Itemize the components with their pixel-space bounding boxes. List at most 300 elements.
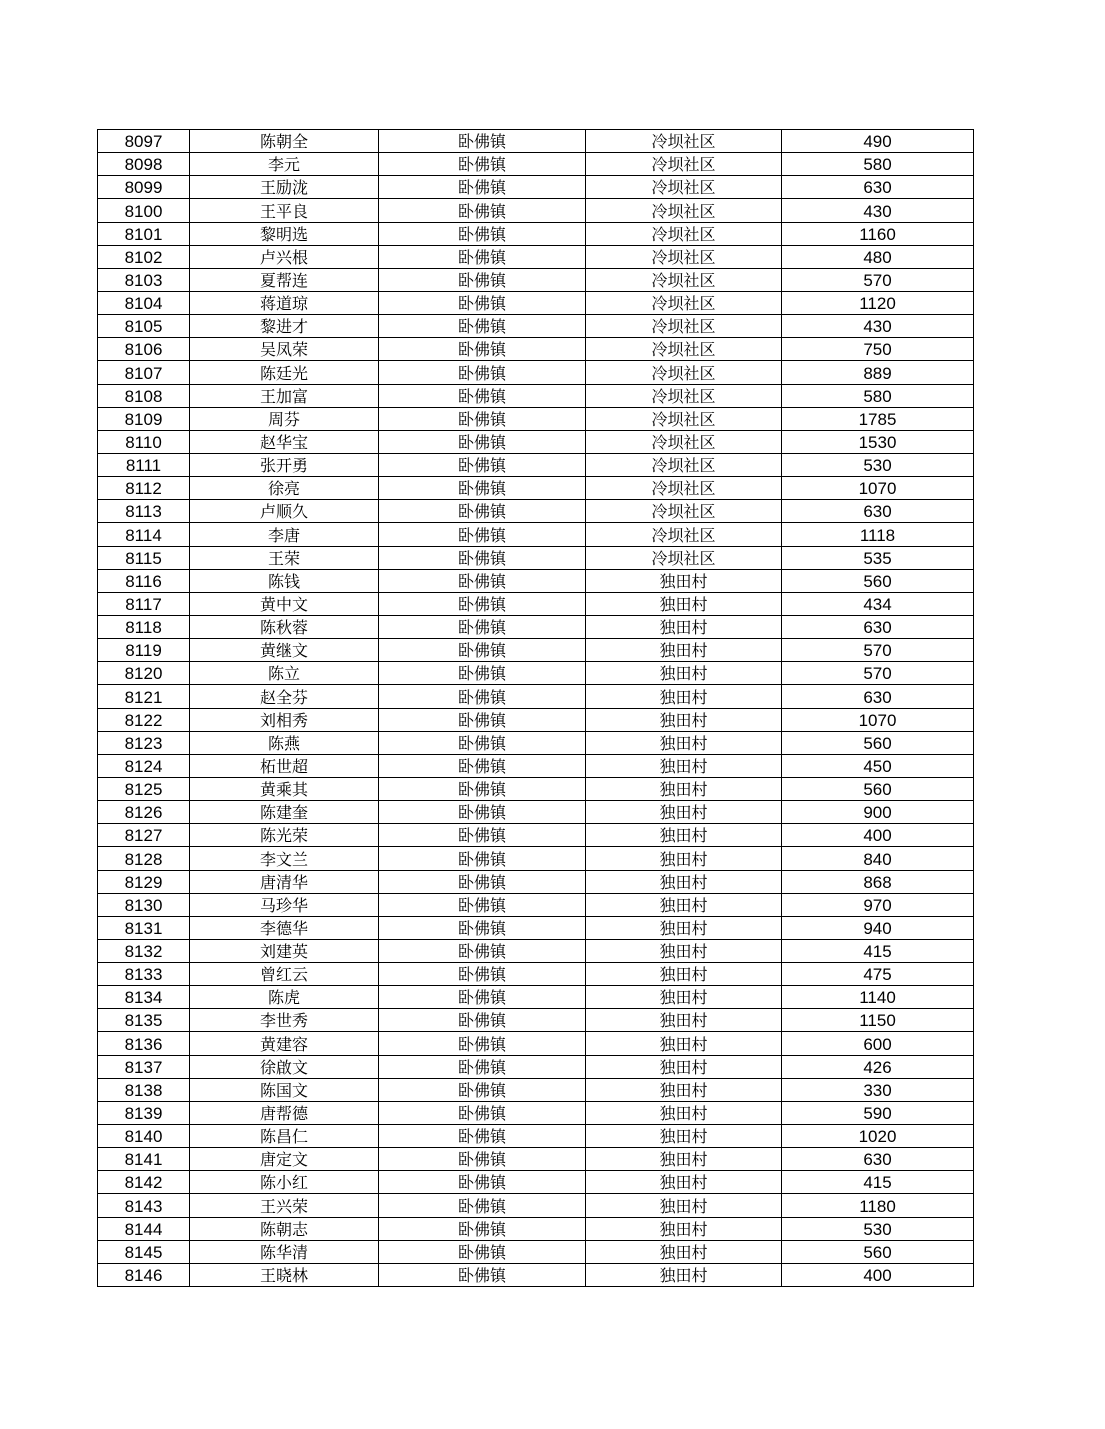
amount-cell: 750 [782, 338, 974, 361]
amount-cell: 570 [782, 662, 974, 685]
amount-cell: 535 [782, 546, 974, 569]
person-name-cell: 马珍华 [190, 893, 379, 916]
town-cell: 卧佛镇 [379, 1217, 586, 1240]
person-name-cell: 黎明选 [190, 222, 379, 245]
table-row [98, 592, 974, 615]
village-cell: 冷坝社区 [586, 338, 782, 361]
person-name-cell: 陈虎 [190, 986, 379, 1009]
table-row [98, 615, 974, 638]
row-number-cell: 8126 [98, 801, 190, 824]
table-row [98, 824, 974, 847]
row-number-cell: 8120 [98, 662, 190, 685]
person-name-cell: 陈朝志 [190, 1217, 379, 1240]
village-cell: 独田村 [586, 1217, 782, 1240]
amount-cell: 1530 [782, 430, 974, 453]
town-cell: 卧佛镇 [379, 939, 586, 962]
village-cell: 独田村 [586, 1078, 782, 1101]
village-cell: 独田村 [586, 708, 782, 731]
town-cell: 卧佛镇 [379, 1171, 586, 1194]
amount-cell: 415 [782, 939, 974, 962]
person-name-cell: 唐帮德 [190, 1101, 379, 1124]
town-cell: 卧佛镇 [379, 384, 586, 407]
person-name-cell: 徐亮 [190, 477, 379, 500]
town-cell: 卧佛镇 [379, 1240, 586, 1263]
amount-cell: 400 [782, 1263, 974, 1286]
village-cell: 冷坝社区 [586, 199, 782, 222]
row-number-cell: 8145 [98, 1240, 190, 1263]
town-cell: 卧佛镇 [379, 1032, 586, 1055]
town-cell: 卧佛镇 [379, 546, 586, 569]
person-name-cell: 刘建英 [190, 939, 379, 962]
table-row [98, 268, 974, 291]
row-number-cell: 8131 [98, 916, 190, 939]
row-number-cell: 8124 [98, 754, 190, 777]
town-cell: 卧佛镇 [379, 824, 586, 847]
person-name-cell: 陈廷光 [190, 361, 379, 384]
village-cell: 冷坝社区 [586, 315, 782, 338]
row-number-cell: 8098 [98, 153, 190, 176]
town-cell: 卧佛镇 [379, 291, 586, 314]
village-cell: 独田村 [586, 639, 782, 662]
row-number-cell: 8129 [98, 870, 190, 893]
person-name-cell: 陈光荣 [190, 824, 379, 847]
row-number-cell: 8140 [98, 1125, 190, 1148]
town-cell: 卧佛镇 [379, 268, 586, 291]
person-name-cell: 夏帮连 [190, 268, 379, 291]
table-row [98, 130, 974, 153]
table-row [98, 847, 974, 870]
person-name-cell: 黄中文 [190, 592, 379, 615]
row-number-cell: 8103 [98, 268, 190, 291]
town-cell: 卧佛镇 [379, 963, 586, 986]
table-row [98, 662, 974, 685]
amount-cell: 1140 [782, 986, 974, 1009]
amount-cell: 600 [782, 1032, 974, 1055]
table-row [98, 1148, 974, 1171]
table-row [98, 963, 974, 986]
amount-cell: 1180 [782, 1194, 974, 1217]
row-number-cell: 8134 [98, 986, 190, 1009]
row-number-cell: 8143 [98, 1194, 190, 1217]
table-row [98, 1101, 974, 1124]
table-row [98, 1125, 974, 1148]
table-row [98, 361, 974, 384]
table-row [98, 199, 974, 222]
person-name-cell: 陈朝全 [190, 130, 379, 153]
row-number-cell: 8109 [98, 407, 190, 430]
village-cell: 独田村 [586, 569, 782, 592]
town-cell: 卧佛镇 [379, 130, 586, 153]
table-row [98, 430, 974, 453]
village-cell: 独田村 [586, 1009, 782, 1032]
row-number-cell: 8108 [98, 384, 190, 407]
town-cell: 卧佛镇 [379, 153, 586, 176]
person-name-cell: 陈华清 [190, 1240, 379, 1263]
village-cell: 冷坝社区 [586, 291, 782, 314]
table-row [98, 1032, 974, 1055]
amount-cell: 970 [782, 893, 974, 916]
amount-cell: 1020 [782, 1125, 974, 1148]
town-cell: 卧佛镇 [379, 1078, 586, 1101]
table-row [98, 1055, 974, 1078]
person-name-cell: 蒋道琼 [190, 291, 379, 314]
amount-cell: 580 [782, 153, 974, 176]
person-name-cell: 李文兰 [190, 847, 379, 870]
person-name-cell: 李世秀 [190, 1009, 379, 1032]
town-cell: 卧佛镇 [379, 662, 586, 685]
person-name-cell: 黄继文 [190, 639, 379, 662]
village-cell: 冷坝社区 [586, 245, 782, 268]
village-cell: 冷坝社区 [586, 453, 782, 476]
row-number-cell: 8118 [98, 615, 190, 638]
town-cell: 卧佛镇 [379, 315, 586, 338]
table-row [98, 939, 974, 962]
table-row [98, 245, 974, 268]
person-name-cell: 王晓林 [190, 1263, 379, 1286]
town-cell: 卧佛镇 [379, 453, 586, 476]
person-name-cell: 吴凤荣 [190, 338, 379, 361]
town-cell: 卧佛镇 [379, 361, 586, 384]
person-name-cell: 陈立 [190, 662, 379, 685]
town-cell: 卧佛镇 [379, 477, 586, 500]
town-cell: 卧佛镇 [379, 1194, 586, 1217]
town-cell: 卧佛镇 [379, 615, 586, 638]
row-number-cell: 8115 [98, 546, 190, 569]
person-name-cell: 黎进才 [190, 315, 379, 338]
table-row [98, 1240, 974, 1263]
person-name-cell: 陈燕 [190, 731, 379, 754]
amount-cell: 1070 [782, 477, 974, 500]
amount-cell: 434 [782, 592, 974, 615]
amount-cell: 900 [782, 801, 974, 824]
amount-cell: 580 [782, 384, 974, 407]
table-row [98, 338, 974, 361]
town-cell: 卧佛镇 [379, 1101, 586, 1124]
town-cell: 卧佛镇 [379, 685, 586, 708]
amount-cell: 630 [782, 1148, 974, 1171]
village-cell: 独田村 [586, 1148, 782, 1171]
row-number-cell: 8107 [98, 361, 190, 384]
village-cell: 独田村 [586, 1032, 782, 1055]
village-cell: 独田村 [586, 754, 782, 777]
village-cell: 独田村 [586, 1194, 782, 1217]
table-row [98, 708, 974, 731]
table-row [98, 639, 974, 662]
row-number-cell: 8127 [98, 824, 190, 847]
person-name-cell: 陈小红 [190, 1171, 379, 1194]
person-name-cell: 陈秋蓉 [190, 615, 379, 638]
row-number-cell: 8116 [98, 569, 190, 592]
amount-cell: 570 [782, 639, 974, 662]
town-cell: 卧佛镇 [379, 754, 586, 777]
person-name-cell: 黄建容 [190, 1032, 379, 1055]
person-name-cell: 唐清华 [190, 870, 379, 893]
table-row [98, 384, 974, 407]
amount-cell: 590 [782, 1101, 974, 1124]
town-cell: 卧佛镇 [379, 592, 586, 615]
table-row [98, 1217, 974, 1240]
person-name-cell: 卢顺久 [190, 500, 379, 523]
town-cell: 卧佛镇 [379, 1148, 586, 1171]
town-cell: 卧佛镇 [379, 847, 586, 870]
person-name-cell: 唐定文 [190, 1148, 379, 1171]
row-number-cell: 8125 [98, 777, 190, 800]
table-row [98, 685, 974, 708]
amount-cell: 940 [782, 916, 974, 939]
person-name-cell: 赵全芬 [190, 685, 379, 708]
table-row [98, 870, 974, 893]
table-row [98, 477, 974, 500]
village-cell: 独田村 [586, 1125, 782, 1148]
village-cell: 冷坝社区 [586, 222, 782, 245]
row-number-cell: 8117 [98, 592, 190, 615]
village-cell: 冷坝社区 [586, 477, 782, 500]
town-cell: 卧佛镇 [379, 1055, 586, 1078]
person-name-cell: 王加富 [190, 384, 379, 407]
person-name-cell: 王兴荣 [190, 1194, 379, 1217]
row-number-cell: 8138 [98, 1078, 190, 1101]
village-cell: 冷坝社区 [586, 176, 782, 199]
amount-cell: 530 [782, 453, 974, 476]
person-name-cell: 柘世超 [190, 754, 379, 777]
amount-cell: 426 [782, 1055, 974, 1078]
person-name-cell: 刘相秀 [190, 708, 379, 731]
amount-cell: 630 [782, 615, 974, 638]
town-cell: 卧佛镇 [379, 523, 586, 546]
town-cell: 卧佛镇 [379, 639, 586, 662]
table-row [98, 777, 974, 800]
person-name-cell: 陈建奎 [190, 801, 379, 824]
row-number-cell: 8123 [98, 731, 190, 754]
table-row [98, 1009, 974, 1032]
town-cell: 卧佛镇 [379, 870, 586, 893]
row-number-cell: 8144 [98, 1217, 190, 1240]
person-name-cell: 陈国文 [190, 1078, 379, 1101]
table-row [98, 153, 974, 176]
amount-cell: 330 [782, 1078, 974, 1101]
town-cell: 卧佛镇 [379, 1009, 586, 1032]
row-number-cell: 8135 [98, 1009, 190, 1032]
table-row [98, 916, 974, 939]
amount-cell: 560 [782, 731, 974, 754]
table-row [98, 1171, 974, 1194]
village-cell: 冷坝社区 [586, 500, 782, 523]
amount-cell: 530 [782, 1217, 974, 1240]
person-name-cell: 王荣 [190, 546, 379, 569]
village-cell: 独田村 [586, 615, 782, 638]
village-cell: 独田村 [586, 662, 782, 685]
amount-cell: 450 [782, 754, 974, 777]
amount-cell: 630 [782, 176, 974, 199]
table-row [98, 453, 974, 476]
village-cell: 独田村 [586, 801, 782, 824]
row-number-cell: 8106 [98, 338, 190, 361]
table-row [98, 893, 974, 916]
row-number-cell: 8130 [98, 893, 190, 916]
town-cell: 卧佛镇 [379, 1125, 586, 1148]
person-name-cell: 陈钱 [190, 569, 379, 592]
amount-cell: 1070 [782, 708, 974, 731]
town-cell: 卧佛镇 [379, 1263, 586, 1286]
town-cell: 卧佛镇 [379, 708, 586, 731]
table-row [98, 407, 974, 430]
town-cell: 卧佛镇 [379, 801, 586, 824]
row-number-cell: 8133 [98, 963, 190, 986]
village-cell: 独田村 [586, 1101, 782, 1124]
row-number-cell: 8137 [98, 1055, 190, 1078]
village-cell: 冷坝社区 [586, 153, 782, 176]
table-row [98, 222, 974, 245]
amount-cell: 560 [782, 777, 974, 800]
town-cell: 卧佛镇 [379, 500, 586, 523]
person-name-cell: 徐啟文 [190, 1055, 379, 1078]
village-cell: 独田村 [586, 963, 782, 986]
village-cell: 独田村 [586, 824, 782, 847]
town-cell: 卧佛镇 [379, 245, 586, 268]
town-cell: 卧佛镇 [379, 430, 586, 453]
table-row [98, 315, 974, 338]
person-name-cell: 王平良 [190, 199, 379, 222]
row-number-cell: 8142 [98, 1171, 190, 1194]
person-name-cell: 李元 [190, 153, 379, 176]
village-cell: 独田村 [586, 847, 782, 870]
amount-cell: 630 [782, 685, 974, 708]
village-cell: 独田村 [586, 592, 782, 615]
amount-cell: 415 [782, 1171, 974, 1194]
row-number-cell: 8111 [98, 453, 190, 476]
town-cell: 卧佛镇 [379, 407, 586, 430]
village-cell: 独田村 [586, 870, 782, 893]
amount-cell: 570 [782, 268, 974, 291]
table-row [98, 1194, 974, 1217]
village-cell: 独田村 [586, 1171, 782, 1194]
village-cell: 冷坝社区 [586, 384, 782, 407]
row-number-cell: 8139 [98, 1101, 190, 1124]
village-cell: 独田村 [586, 1263, 782, 1286]
town-cell: 卧佛镇 [379, 731, 586, 754]
person-name-cell: 卢兴根 [190, 245, 379, 268]
amount-cell: 1120 [782, 291, 974, 314]
amount-cell: 430 [782, 315, 974, 338]
row-number-cell: 8136 [98, 1032, 190, 1055]
row-number-cell: 8146 [98, 1263, 190, 1286]
person-name-cell: 黄乘其 [190, 777, 379, 800]
person-name-cell: 李唐 [190, 523, 379, 546]
row-number-cell: 8112 [98, 477, 190, 500]
town-cell: 卧佛镇 [379, 777, 586, 800]
amount-cell: 1785 [782, 407, 974, 430]
town-cell: 卧佛镇 [379, 222, 586, 245]
village-cell: 独田村 [586, 939, 782, 962]
amount-cell: 868 [782, 870, 974, 893]
table-row [98, 986, 974, 1009]
town-cell: 卧佛镇 [379, 916, 586, 939]
amount-cell: 1150 [782, 1009, 974, 1032]
person-name-cell: 张开勇 [190, 453, 379, 476]
amount-cell: 840 [782, 847, 974, 870]
table-row [98, 500, 974, 523]
village-cell: 独田村 [586, 685, 782, 708]
table-row [98, 569, 974, 592]
row-number-cell: 8101 [98, 222, 190, 245]
table-row [98, 1078, 974, 1101]
row-number-cell: 8104 [98, 291, 190, 314]
person-name-cell: 周芬 [190, 407, 379, 430]
row-number-cell: 8132 [98, 939, 190, 962]
row-number-cell: 8097 [98, 130, 190, 153]
table-row [98, 1263, 974, 1286]
village-cell: 独田村 [586, 893, 782, 916]
village-cell: 冷坝社区 [586, 407, 782, 430]
amount-cell: 400 [782, 824, 974, 847]
amount-cell: 490 [782, 130, 974, 153]
village-cell: 独田村 [586, 916, 782, 939]
table-row [98, 731, 974, 754]
row-number-cell: 8113 [98, 500, 190, 523]
village-cell: 独田村 [586, 986, 782, 1009]
row-number-cell: 8114 [98, 523, 190, 546]
row-number-cell: 8128 [98, 847, 190, 870]
village-cell: 冷坝社区 [586, 430, 782, 453]
records-table [97, 129, 974, 1287]
town-cell: 卧佛镇 [379, 338, 586, 361]
person-name-cell: 陈昌仁 [190, 1125, 379, 1148]
row-number-cell: 8141 [98, 1148, 190, 1171]
table-row [98, 754, 974, 777]
amount-cell: 480 [782, 245, 974, 268]
row-number-cell: 8099 [98, 176, 190, 199]
table-row [98, 176, 974, 199]
table-body [98, 130, 974, 1287]
village-cell: 冷坝社区 [586, 523, 782, 546]
town-cell: 卧佛镇 [379, 569, 586, 592]
row-number-cell: 8110 [98, 430, 190, 453]
amount-cell: 889 [782, 361, 974, 384]
village-cell: 冷坝社区 [586, 361, 782, 384]
town-cell: 卧佛镇 [379, 893, 586, 916]
village-cell: 独田村 [586, 777, 782, 800]
amount-cell: 475 [782, 963, 974, 986]
table-row [98, 546, 974, 569]
village-cell: 冷坝社区 [586, 130, 782, 153]
person-name-cell: 赵华宝 [190, 430, 379, 453]
town-cell: 卧佛镇 [379, 199, 586, 222]
town-cell: 卧佛镇 [379, 176, 586, 199]
amount-cell: 630 [782, 500, 974, 523]
village-cell: 独田村 [586, 1055, 782, 1078]
village-cell: 冷坝社区 [586, 546, 782, 569]
row-number-cell: 8100 [98, 199, 190, 222]
row-number-cell: 8105 [98, 315, 190, 338]
village-cell: 独田村 [586, 1240, 782, 1263]
person-name-cell: 李德华 [190, 916, 379, 939]
row-number-cell: 8119 [98, 639, 190, 662]
amount-cell: 430 [782, 199, 974, 222]
town-cell: 卧佛镇 [379, 986, 586, 1009]
person-name-cell: 曾红云 [190, 963, 379, 986]
row-number-cell: 8121 [98, 685, 190, 708]
table-row [98, 523, 974, 546]
village-cell: 冷坝社区 [586, 268, 782, 291]
row-number-cell: 8102 [98, 245, 190, 268]
amount-cell: 560 [782, 569, 974, 592]
amount-cell: 560 [782, 1240, 974, 1263]
table-row [98, 291, 974, 314]
amount-cell: 1160 [782, 222, 974, 245]
person-name-cell: 王励泷 [190, 176, 379, 199]
table-row [98, 801, 974, 824]
amount-cell: 1118 [782, 523, 974, 546]
